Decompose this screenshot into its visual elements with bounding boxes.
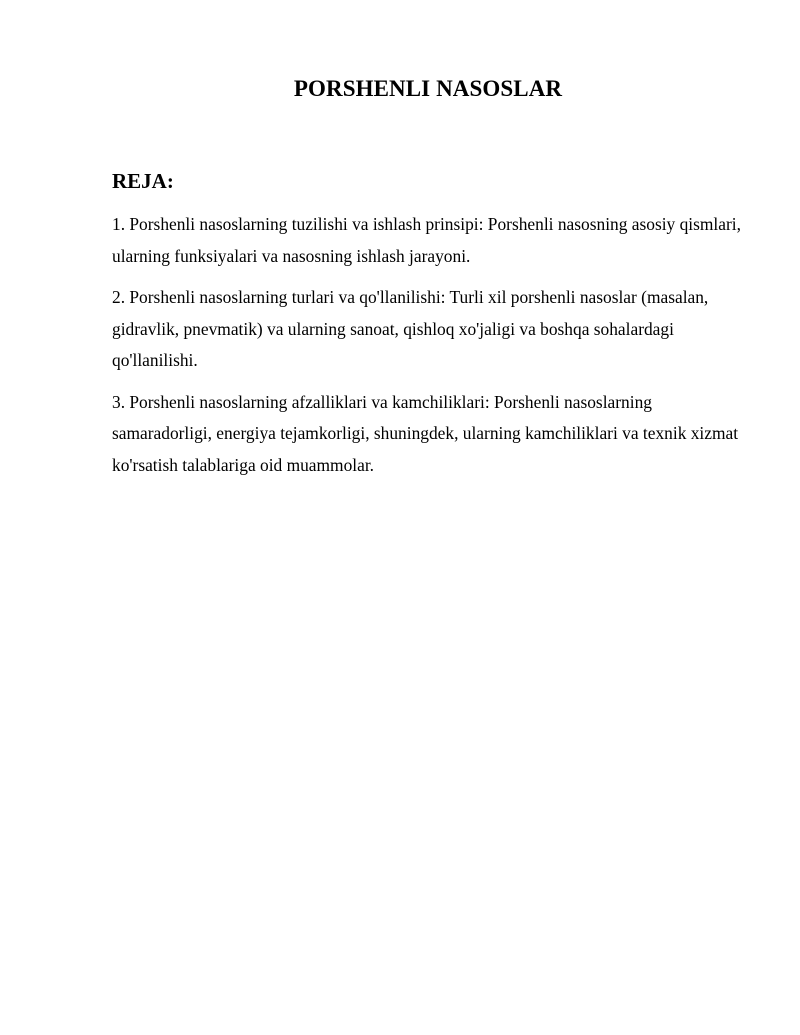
plan-list [112, 209, 752, 491]
document-title: PORSHENLI NASOSLAR [293, 76, 563, 101]
plan-item-3: 3. Porshenli nasoslarning afzalliklari va kamchiliklari: Porshenli nasoslarning samaradorligi, energiya tejamkorligi, shuningdek, ularning kamchiliklari va texnik xizmat ko'rsatish talablariga oid muammolar. [112, 391, 739, 475]
plan-item-1: 1. Porshenli nasoslarning tuzilishi va ishlash prinsipi: Porshenli nasosning asosiy qismlari, ularning funksiyalari va nasosning ishlash jarayoni. [112, 214, 741, 266]
plan-heading: REJA: [112, 169, 174, 193]
plan-item-2: 2. Porshenli nasoslarning turlari va qo'llanilishi: Turli xil porshenli nasoslar (masalan, gidravlik, pnevmatik) va ularning sanoat, qishloq xo'jaligi va boshqa sohalardagi qo'llanilishi. [112, 287, 709, 370]
